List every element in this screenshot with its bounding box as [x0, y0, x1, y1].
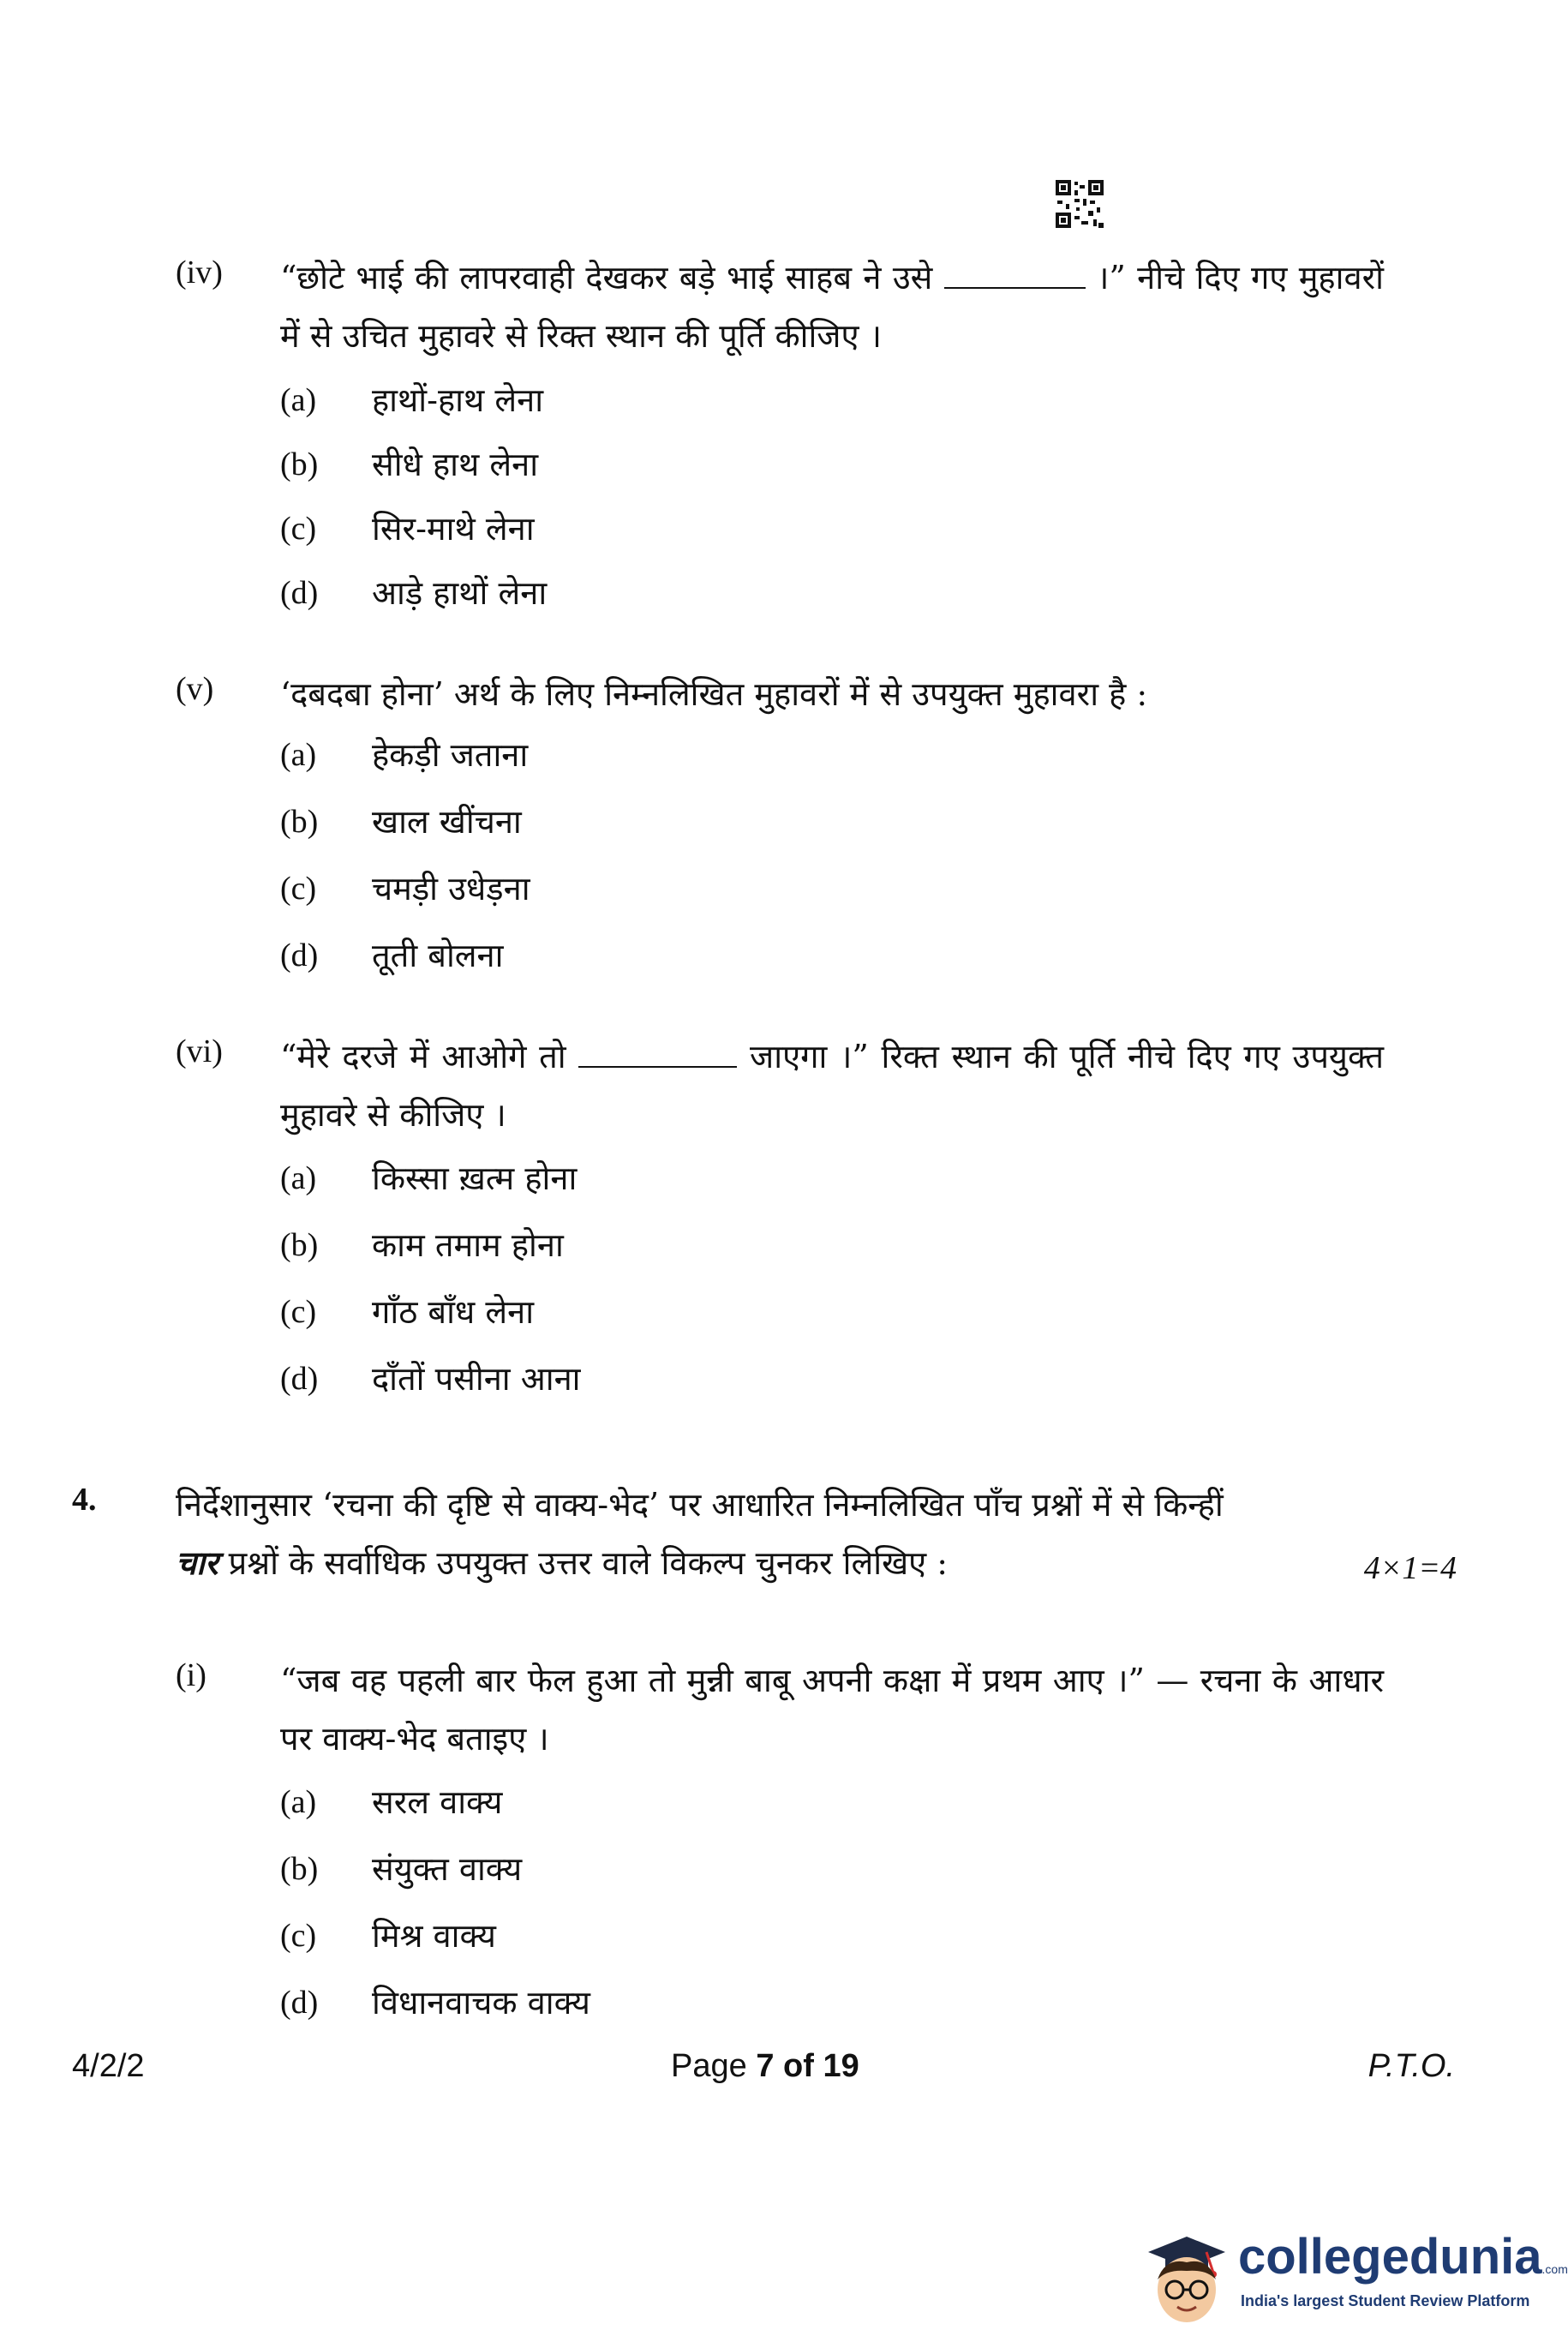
- option-text: गाँठ बाँध लेना: [372, 1293, 535, 1331]
- option-text: संयुक्त वाक्य: [372, 1850, 523, 1888]
- question-number-4: 4.: [72, 1482, 97, 1518]
- option-label: (b): [280, 1851, 319, 1887]
- option-label: (d): [280, 575, 319, 611]
- blank-line: [944, 279, 1086, 289]
- question-text-v: ‘दबदबा होना’ अर्थ के लिए निम्नलिखित मुहावरों में से उपयुक्त मुहावरा है :: [280, 675, 1148, 713]
- option-label: (b): [280, 446, 319, 482]
- option-label: (c): [280, 871, 317, 907]
- paper-code: 4/2/2: [72, 2048, 145, 2084]
- question-number-v: (v): [176, 671, 214, 707]
- option-text: काम तमाम होना: [372, 1226, 564, 1264]
- question-text-vi: [280, 1027, 1384, 1144]
- brand-tagline: India's largest Student Review Platform: [1241, 2292, 1530, 2309]
- emphasis-word: चार: [176, 1543, 218, 1582]
- page-current: 7: [756, 2048, 775, 2084]
- qr-code-icon: [1056, 180, 1104, 228]
- option-label: (d): [280, 1985, 319, 2021]
- instruction-line-1: निर्देशानुसार ‘रचना की दृष्टि से वाक्य-भेद’ पर आधारित निम्नलिखित पाँच प्रश्नों में से किन्हीं: [176, 1486, 1224, 1524]
- option-label: (c): [280, 511, 317, 547]
- brand-text: collegedunia: [1238, 2229, 1542, 2285]
- option-label: (d): [280, 937, 319, 973]
- question-text-before: “छोटे भाई की लापरवाही देखकर बड़े भाई साहब ने उसे: [280, 259, 933, 296]
- option-text: विधानवाचक वाक्य: [372, 1984, 590, 2022]
- instruction-text: प्रश्नों के सर्वाधिक उपयुक्त उत्तर वाले विकल्प चुनकर लिखिए :: [228, 1544, 949, 1582]
- option-text: हाथों-हाथ लेना: [372, 381, 544, 419]
- option-text: मिश्र वाक्य: [372, 1917, 496, 1955]
- collegedunia-logo: [1140, 2211, 1568, 2331]
- option-label: (a): [280, 1160, 317, 1196]
- option-text: हेकड़ी जताना: [372, 736, 529, 774]
- brand-tld: .com: [1541, 2262, 1568, 2276]
- question-number-4-i: (i): [176, 1657, 206, 1693]
- option-label: (b): [280, 804, 319, 840]
- question-text-after: ।” नीचे दिए गए मुहावरों में से उचित मुहावरे से रिक्त स्थान की पूर्ति कीजिए ।: [280, 259, 1384, 355]
- option-text: तूती बोलना: [372, 937, 504, 974]
- pto-label: P.T.O.: [1368, 2048, 1455, 2084]
- page-prefix: Page: [671, 2048, 747, 2084]
- option-text: चमड़ी उधेड़ना: [372, 870, 530, 907]
- option-text: सीधे हाथ लेना: [372, 446, 539, 483]
- marks-allocation: 4×1=4: [1363, 1550, 1457, 1586]
- question-text-4-i: “जब वह पहली बार फेल हुआ तो मुन्नी बाबू अपनी कक्षा में प्रथम आए ।” — रचना के आधार पर वाक्य-भेद बताइए ।: [280, 1662, 1384, 1758]
- option-label: (c): [280, 1294, 317, 1330]
- question-number-iv: (iv): [176, 255, 223, 291]
- option-label: (a): [280, 382, 317, 418]
- option-label: (a): [280, 1784, 317, 1820]
- page-number: [671, 2048, 859, 2085]
- option-text: दाँतों पसीना आना: [372, 1360, 581, 1398]
- question-number-vi: (vi): [176, 1033, 223, 1069]
- mascot-icon: [1140, 2219, 1234, 2331]
- option-label: (c): [280, 1918, 317, 1954]
- option-text: खाल खींचना: [372, 803, 522, 841]
- blank-line: [578, 1057, 737, 1068]
- page-total: 19: [823, 2048, 859, 2084]
- option-text: सिर-माथे लेना: [372, 510, 535, 548]
- option-label: (d): [280, 1361, 319, 1397]
- instruction-line-2: [176, 1534, 1457, 1592]
- page-of: of: [783, 2048, 814, 2084]
- brand-name: [1238, 2228, 1568, 2285]
- option-label: (a): [280, 737, 317, 773]
- question-text-before: “मेरे दरजे में आओगे तो: [280, 1038, 566, 1075]
- option-text: किस्सा ख़त्म होना: [372, 1159, 578, 1197]
- option-text: आड़े हाथों लेना: [372, 574, 548, 612]
- question-4-instruction: [176, 1476, 1457, 1592]
- question-text-iv: [280, 249, 1384, 365]
- option-text: सरल वाक्य: [372, 1783, 503, 1821]
- option-label: (b): [280, 1227, 319, 1263]
- question-text-after: जाएगा ।” रिक्त स्थान की पूर्ति नीचे दिए गए उपयुक्त मुहावरे से कीजिए ।: [280, 1038, 1384, 1134]
